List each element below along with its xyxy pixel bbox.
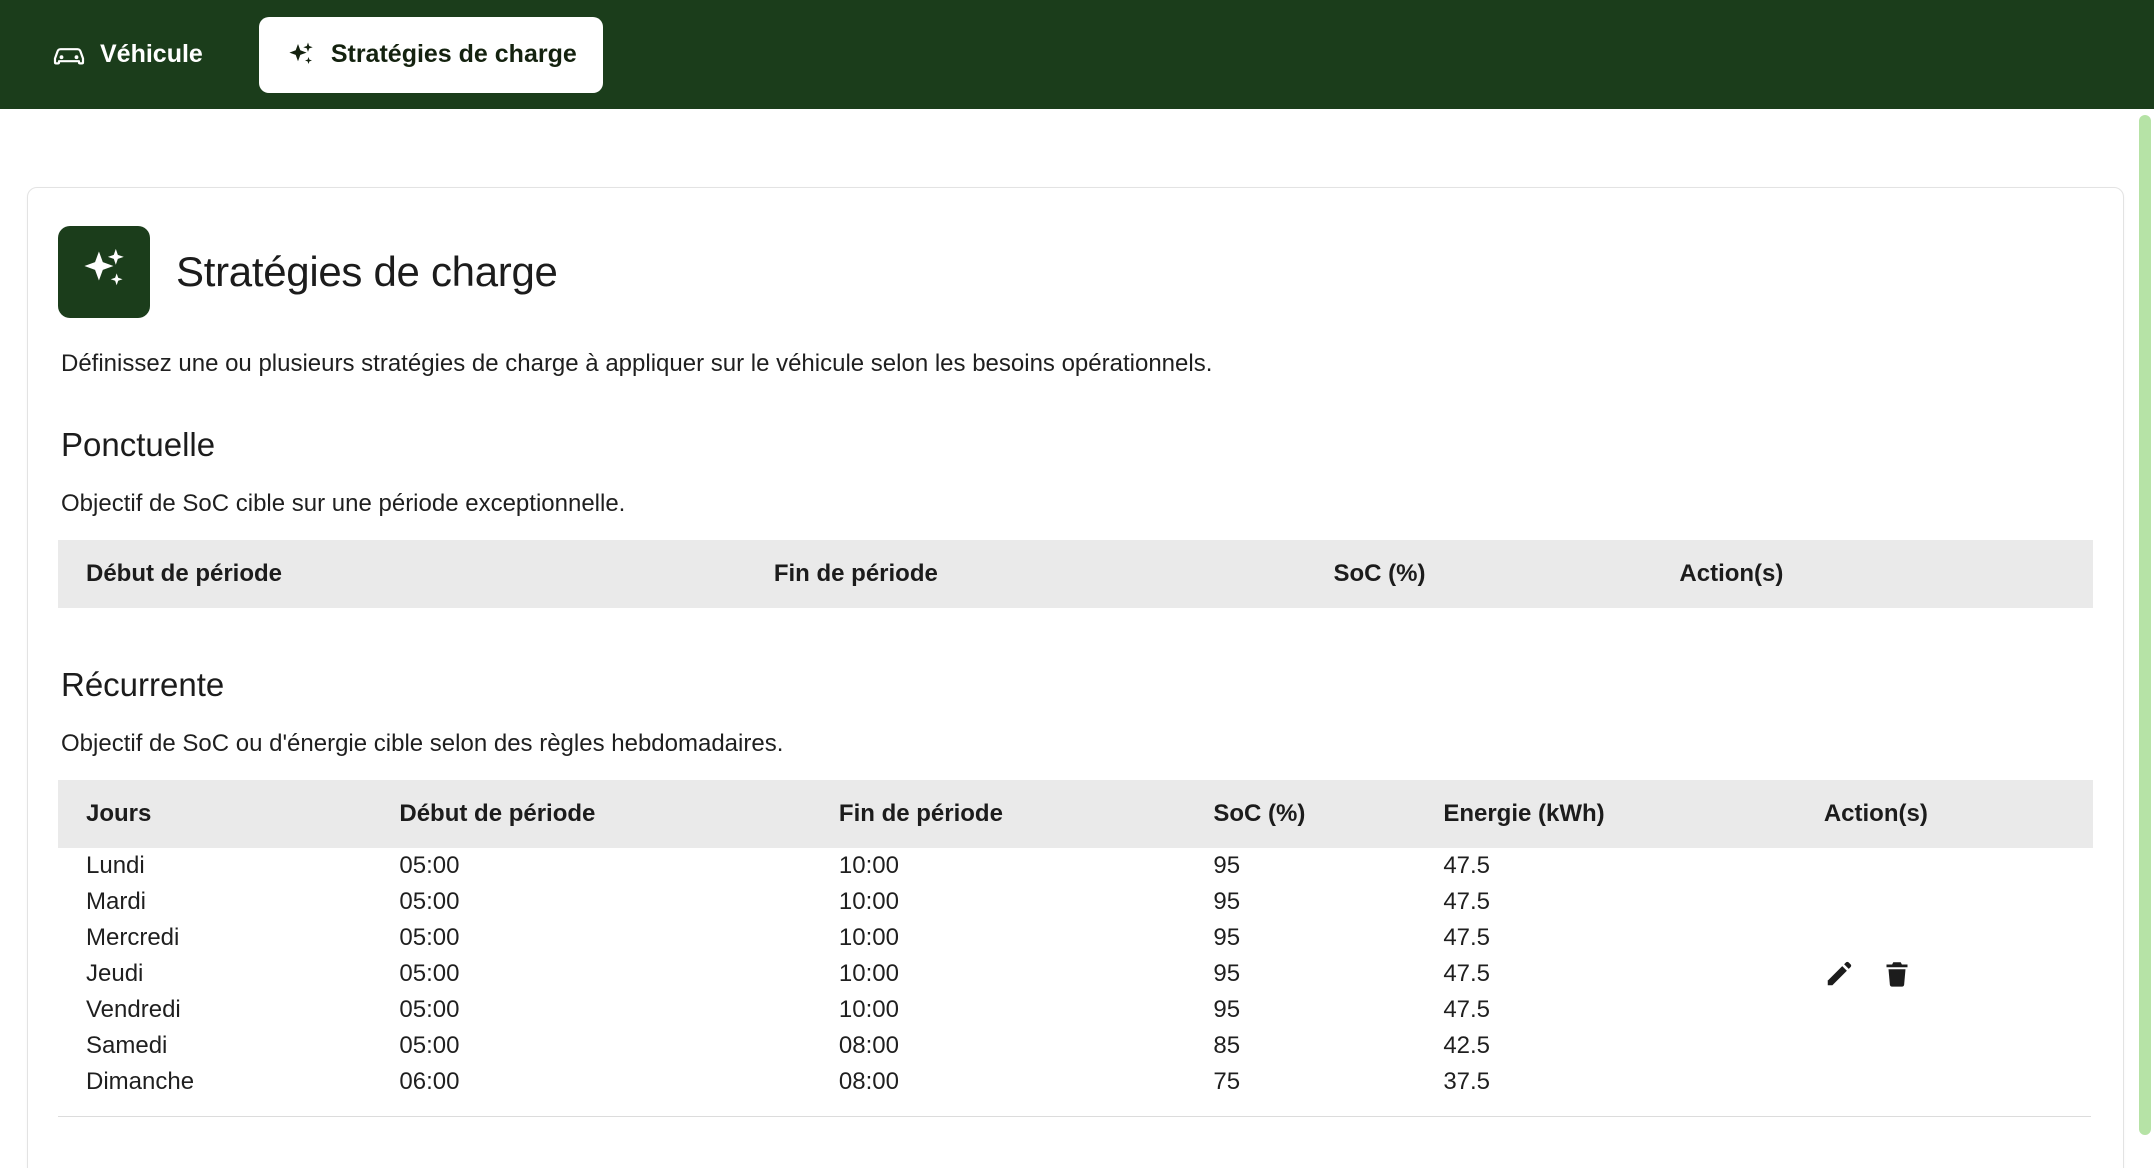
table-row (58, 1028, 2093, 1064)
cell-debut: 05:00 (399, 996, 460, 1024)
table-recurrente (58, 780, 2093, 1100)
table-header-row (58, 780, 2093, 848)
page-intro-text: Définissez une ou plusieurs stratégies de charge à appliquer sur le véhicule selon les besoins opérationnels. (61, 350, 1213, 378)
cell-soc: 75 (1213, 1068, 1241, 1096)
column-header-jours: Jours (58, 780, 371, 848)
nav-item-label: Stratégies de charge (330, 40, 577, 68)
cell-jours: Jeudi (86, 960, 144, 988)
nav-item-vehicule[interactable] (26, 17, 229, 93)
cell-fin: 10:00 (838, 960, 899, 988)
cell-jours: Mercredi (86, 924, 180, 952)
cell-jours: Vendredi (86, 996, 181, 1024)
trash-icon[interactable] (1882, 959, 1912, 989)
page-scrollbar[interactable] (2136, 109, 2154, 1168)
cell-soc: 95 (1213, 888, 1241, 916)
cell-energie: 47.5 (1443, 996, 1491, 1024)
cell-energie: 47.5 (1443, 924, 1491, 952)
cell-fin: 08:00 (838, 1068, 899, 1096)
cell-soc: 95 (1213, 960, 1241, 988)
cell-jours: Dimanche (86, 1068, 195, 1096)
cell-soc: 95 (1213, 852, 1241, 880)
card-badge (58, 226, 150, 318)
cell-debut: 05:00 (399, 960, 460, 988)
table-ponctuelle (58, 540, 2093, 608)
table-row (58, 992, 2093, 1028)
column-header-debut-de-periode: Début de période (371, 780, 811, 848)
car-icon (52, 43, 86, 67)
table-row (58, 956, 2093, 992)
cell-energie: 37.5 (1443, 1068, 1491, 1096)
column-header-soc: SoC (%) (1305, 540, 1651, 608)
cell-fin: 10:00 (838, 924, 899, 952)
page-title: Stratégies de charge (176, 248, 558, 296)
cell-soc: 95 (1213, 996, 1241, 1024)
column-header-energie: Energie (kWh) (1415, 780, 1796, 848)
table-bottom-divider (58, 1116, 2091, 1117)
sparkles-icon (285, 39, 317, 71)
table-row (58, 920, 2093, 956)
nav-item-strategies-de-charge[interactable] (259, 17, 603, 93)
table-body-recurrente (58, 848, 2093, 1100)
scrollbar-thumb[interactable] (2139, 115, 2151, 1135)
cell-energie: 47.5 (1443, 888, 1491, 916)
cell-energie: 47.5 (1443, 852, 1491, 880)
cell-fin: 10:00 (838, 852, 899, 880)
cell-energie: 47.5 (1443, 960, 1491, 988)
nav-item-label: Véhicule (100, 40, 203, 68)
page-body (0, 109, 2154, 1168)
cell-debut: 05:00 (399, 924, 460, 952)
section-title-ponctuelle: Ponctuelle (61, 426, 216, 464)
cell-debut: 06:00 (399, 1068, 460, 1096)
cell-jours: Samedi (86, 1032, 168, 1060)
card-header (58, 220, 2093, 324)
cell-fin: 08:00 (838, 1032, 899, 1060)
sparkles-icon (77, 243, 131, 302)
strategies-card (27, 187, 2124, 1168)
cell-soc: 85 (1213, 1032, 1241, 1060)
cell-debut: 05:00 (399, 852, 460, 880)
column-header-soc: SoC (%) (1185, 780, 1415, 848)
cell-actions (1796, 848, 2093, 1100)
table-row (58, 884, 2093, 920)
section-description-ponctuelle: Objectif de SoC cible sur une période exceptionnelle. (61, 490, 626, 518)
section-title-recurrente: Récurrente (61, 666, 225, 704)
cell-soc: 95 (1213, 924, 1241, 952)
column-header-debut-de-periode: Début de période (58, 540, 746, 608)
cell-debut: 05:00 (399, 1032, 460, 1060)
cell-jours: Mardi (86, 888, 147, 916)
table-header-row (58, 540, 2093, 608)
table-row (58, 848, 2093, 884)
section-description-recurrente: Objectif de SoC ou d'énergie cible selon des règles hebdomadaires. (61, 730, 784, 758)
column-header-actions: Action(s) (1651, 540, 2093, 608)
column-header-fin-de-periode: Fin de période (811, 780, 1185, 848)
cell-jours: Lundi (86, 852, 145, 880)
cell-debut: 05:00 (399, 888, 460, 916)
cell-fin: 10:00 (838, 888, 899, 916)
cell-fin: 10:00 (838, 996, 899, 1024)
column-header-actions: Action(s) (1796, 780, 2093, 848)
table-row (58, 1064, 2093, 1100)
cell-energie: 42.5 (1443, 1032, 1491, 1060)
row-actions (1824, 959, 2093, 989)
top-navigation-bar (0, 0, 2154, 109)
column-header-fin-de-periode: Fin de période (746, 540, 1306, 608)
edit-pencil-icon[interactable] (1824, 959, 1854, 989)
